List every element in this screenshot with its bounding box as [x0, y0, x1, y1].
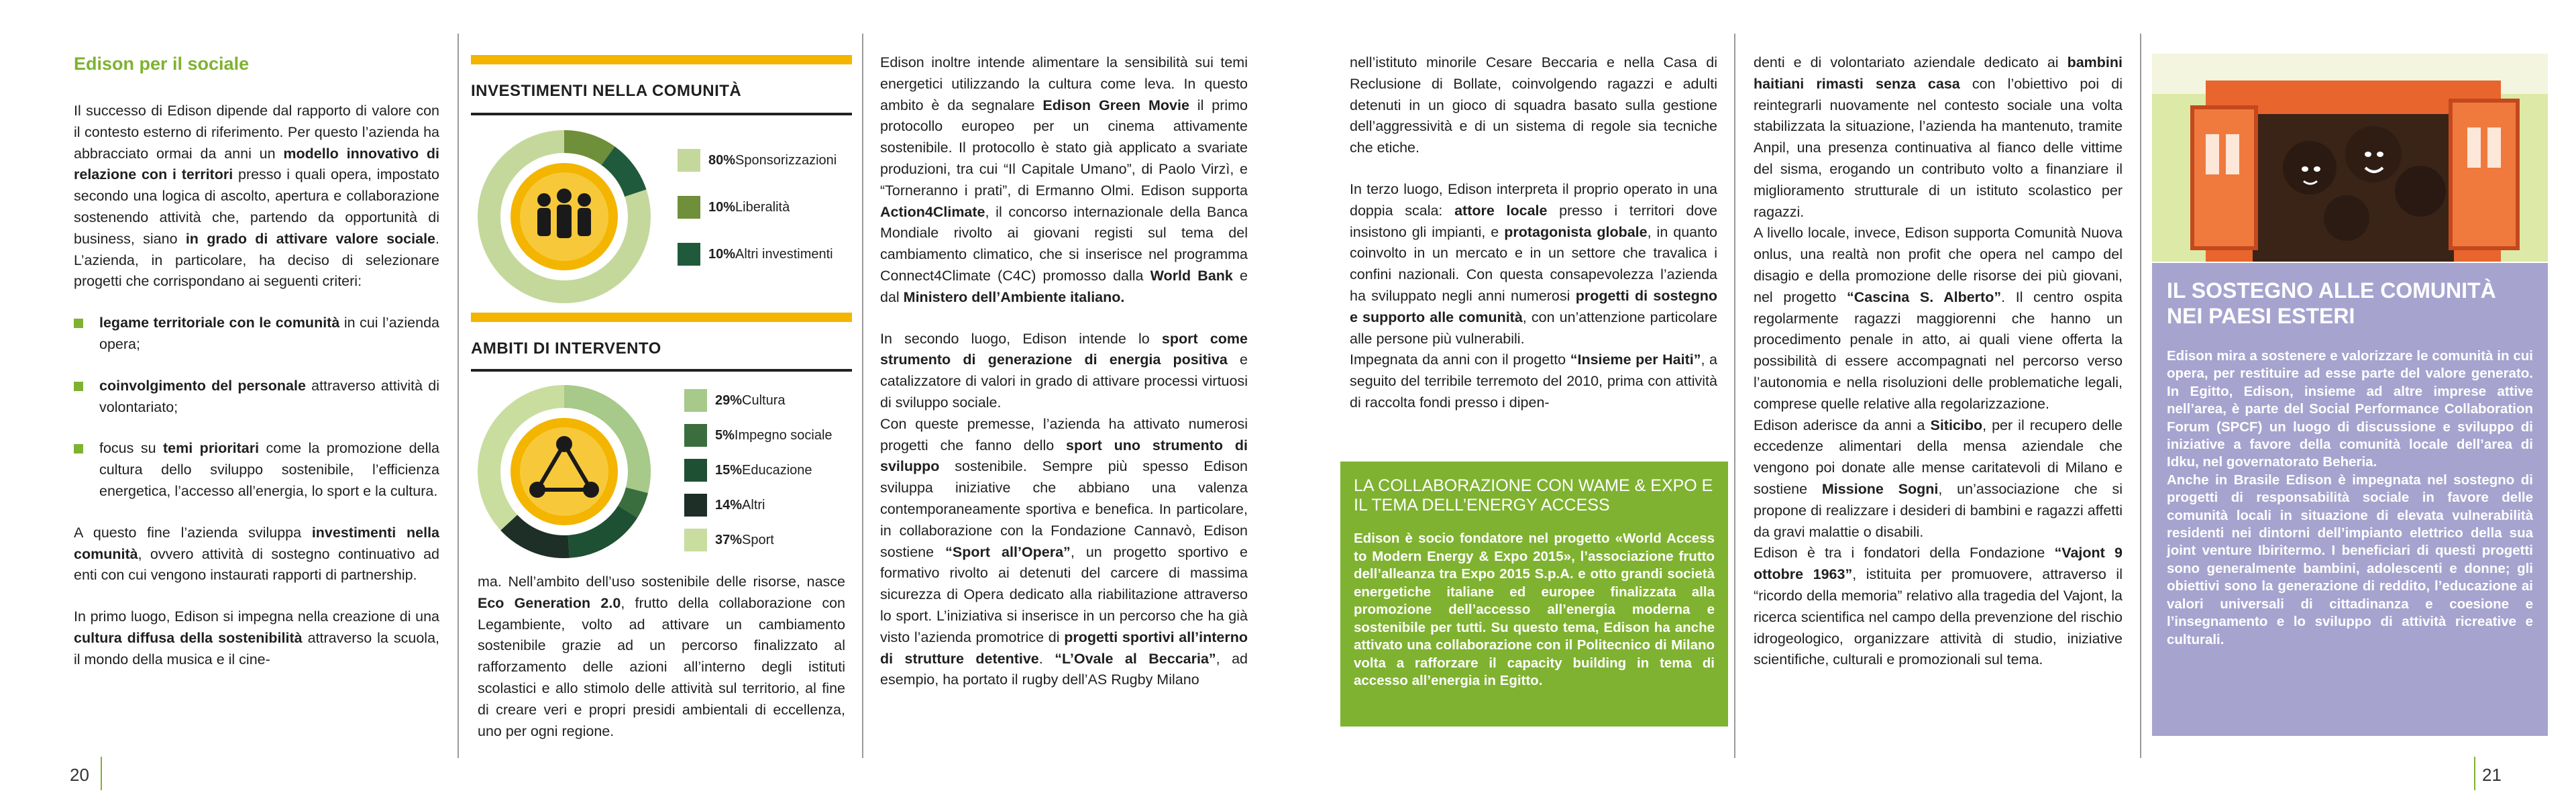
- bullet-square-icon: [74, 444, 83, 453]
- legend-swatch: [678, 243, 700, 266]
- wame-expo-box: [1340, 462, 1728, 727]
- legend-item: 5% Impegno sociale: [684, 424, 833, 447]
- section-heading: Edison per il sociale: [74, 54, 250, 74]
- ambiti-donut-chart: [468, 376, 660, 568]
- panel-title-ambiti: AMBITI DI INTERVENTO: [471, 339, 661, 358]
- left-column-1: [74, 52, 439, 691]
- right-column-1: [1350, 52, 1717, 434]
- legend-swatch: [684, 424, 707, 447]
- panel-top-bar: [471, 55, 852, 64]
- list-item: legame territoriale con le comunità in cui l’azienda opera;: [74, 313, 439, 356]
- box-title: LA COLLABORAZIONE CON WAME & EXPO E IL TEMA DELL’ENERGY ACCESS: [1354, 476, 1713, 515]
- bullet-square-icon: [74, 382, 83, 391]
- paragraph: nell’istituto minorile Cesare Beccaria e nella Casa di Reclusione di Bollate, coinvolgendo ragazzi e adulti detenuti in un gioco di squadra basato sulla gestione dell’aggressività e di un sistema di regole sia tecniche che etiche.: [1350, 54, 1717, 156]
- legend-item: 10% Liberalità: [678, 196, 837, 219]
- intro-paragraph: Il successo di Edison dipende dal rapporto di valore con il contesto esterno di riferimento. Per questo l’azienda ha abbracciato ormai da anni un modello innovativo di relazione con i territori presso i quali opera, impostato secondo una logica di ascolto, apertura e collaborazione sostenendo attività che, partendo da opportunità di business, siano in grado di attivare valore sociale. L’azienda, in particolare, ha deciso di selezionare progetti che corrispondano ai seguenti criteri:: [74, 103, 440, 290]
- page-number-tick: [101, 757, 102, 790]
- bullet-square-icon: [74, 319, 83, 328]
- legend-swatch: [684, 529, 707, 551]
- box-text: Edison è socio fondatore nel progetto «World Access to Modern Energy & Expo 2015», l’associazione frutto dell’alleanza tra Expo 2015 S.p.A. e otto grandi società energetiche italiane ed europee finalizzata alla promozione dell’accesso all’energia moderna e sostenibile per tutti. Su questo tema, Edison ha anche attivato una collaborazione con il Politecnico di Milano volta a rafforzare il capacity building in tema di accesso all’energia in Egitto.: [1354, 531, 1715, 688]
- legend-swatch: [678, 149, 700, 172]
- legend-swatch: [684, 389, 707, 412]
- panel-title-investimenti: INVESTIMENTI NELLA COMUNITÀ: [471, 82, 742, 100]
- legend-item: 80% Sponsorizzazioni: [678, 149, 837, 172]
- paragraph: Edison è tra i fondatori della Fondazione “Vajont 9 ottobre 1963”, istituita per promuovere, attraverso il “ricordo della memoria” relativo alla tragedia del Vajont, la ricerca scientifica nel campo della prevenzione del rischio idrogeologico, organizzare attività di studio, iniziative scientifiche, culturali e promozionali sul tema.: [1754, 545, 2123, 668]
- page-number-tick: [2474, 757, 2475, 790]
- panel-bottom-bar: [471, 369, 852, 372]
- page-number-right: 21: [2482, 765, 2502, 785]
- paragraph: Edison aderisce da anni a Siticibo, per il recupero delle eccedenze alimentari della mensa aziendale che vengono poi donate alle mense caritatevoli di Milano e sostiene Missione Sogni, un’associazione che si propone di realizzare i desideri di bambini e ragazzi affetti da gravi malattie o disabili.: [1754, 417, 2123, 540]
- photo-illustration: [2152, 54, 2548, 262]
- legend-item: 15% Educazione: [684, 459, 833, 482]
- legend-item: 37% Sport: [684, 529, 833, 551]
- legend-item: 10% Altri investimenti: [678, 243, 837, 266]
- children-window-photo: [2152, 54, 2548, 262]
- paragraph: Impegnata da anni con il progetto “Insieme per Haiti”, a seguito del terribile terremoto del 2010, prima con attività di raccolta fondi presso i dipen-: [1350, 352, 1717, 411]
- box-text: Edison mira a sostenere e valorizzare le comunità in cui opera, per restituire ad esse parte del valore generato. In Egitto, Edison, insieme ad altre imprese attive nell’area, è parte del Social Performance Collaboration Forum (SPCF) un luogo di discussione e sviluppo di iniziative a favore della comunità locale dell’area di Idku, nel governatorato Beheria.: [2167, 348, 2533, 470]
- page-number-left: 20: [70, 765, 89, 785]
- legend-swatch: [684, 494, 707, 517]
- box-text: Anche in Brasile Edison è impegnata nel sostegno di progetti di responsabilità sociale in favore delle comunità locali in situazione di elevata vulnerabilità residenti nei dintorni dell’impianto elettrico della sua joint venture Ibiritermo. I beneficiari di questi progetti sono generalmente bambini, adolescenti e donne; gli obiettivi sono la generazione di reddito, l’educazione ai valori universali di cittadinanza e coesione e l’insegnamento e lo sviluppo di attività ricreative e culturali.: [2167, 472, 2533, 647]
- right-column-2: [1754, 52, 2123, 691]
- paragraph: A livello locale, invece, Edison supporta Comunità Nuova onlus, una realtà non profit che opera nel campo del disagio e della promozione delle risorse dei più giovani, nel progetto “Cascina S. Alberto”. Il centro ospita regolarmente ragazzi maggiorenni che hanno un procedimento penale in atto, ai quali viene offerta la possibilità di essere accompagnati nel percorso verso l’autonomia e nella risoluzioni delle problematiche legali, comprese quelle relative alla regolarizzazione.: [1754, 225, 2123, 412]
- paragraph: In terzo luogo, Edison interpreta il proprio operato in una doppia scala: attore locale presso i territori dove insistono gli impianti, e protagonista globale, in quanto coinvolto in un mercato e in un settore che travalica i confini nazionali. Con questa consapevolezza l’azienda ha sviluppato negli anni numerosi progetti di sostegno e supporto alle comunità, con un’attenzione particolare alle persone più vulnerabili.: [1350, 180, 1717, 347]
- legend-item: 14% Altri: [684, 494, 833, 517]
- people-group-icon: [537, 189, 591, 238]
- paragraph: Con queste premesse, l’azienda ha attivato numerosi progetti che fanno dello sport uno strumento di sviluppo sostenibile. Sempre più spesso Edison sviluppa iniziative che abbiano una valenza contemporaneamente sportiva e benefica. In particolare, in collaborazione con la Fondazione Cannavò, Edison sostiene “Sport all’Opera”, un progetto sportivo e formativo rivolto ai detenuti del carcere di massima sicurezza di Opera dedicato alla riabilitazione attraverso lo sport. L’iniziativa si inserisce in un percorso che ha già visto l’azienda promotrice di progetti sportivi all’interno di strutture detentive. “L’Ovale al Beccaria”, ad esempio, ha portato il rugby dell’AS Rugby Milano: [880, 415, 1248, 688]
- column-divider: [2140, 34, 2141, 758]
- paragraph: A questo fine l’azienda sviluppa investimenti nella comunità, ovvero attività di sostegno continuativo ad enti con cui vengono instaurati rapporti di partnership.: [74, 524, 439, 584]
- investimenti-legend: [678, 149, 837, 290]
- legend-swatch: [678, 196, 700, 219]
- list-item: focus su temi prioritari come la promozione della cultura dello sviluppo sostenibile, l’efficienza energetica, l’accesso all’energia, lo sport e la cultura.: [74, 438, 439, 502]
- criteria-list: [74, 313, 439, 502]
- investimenti-donut-chart: [468, 121, 660, 313]
- paragraph: ma. Nell’ambito dell’uso sostenibile delle risorse, nasce Eco Generation 2.0, frutto della collaborazione con Legambiente, volto ad attivare un cambiamento sostenibile grazie ad un percorso finalizzato al rafforzamento delle azioni all’interno degli istituti scolastici e allo stimolo delle attività sul territorio, al fine di creare veri e propri presidi ambientali di eccellenza, uno per ogni regione.: [478, 574, 845, 739]
- ambiti-legend: [684, 389, 833, 564]
- foreign-communities-box: [2152, 263, 2548, 736]
- paragraph: In primo luogo, Edison si impegna nella creazione di una cultura diffusa della sostenibilità attraverso la scuola, il mondo della musica e il cine-: [74, 608, 440, 667]
- column-divider: [1734, 34, 1735, 758]
- left-column-2-text: [478, 572, 845, 762]
- column-divider: [862, 34, 863, 758]
- paragraph: denti e di volontariato aziendale dedicato ai bambini haitiani rimasti senza casa con l’obiettivo poi di reintegrarli nuovamente nel contesto sociale una volta stabilizzata la situazione, l’azienda ha mantenuto, tramite Anpil, una presenza continuativa al fianco delle vittime del sisma, erogando un contributo volto a finanziare il miglioramento strutturale di un istituto scolastico per ragazzi.: [1754, 54, 2123, 220]
- legend-swatch: [684, 459, 707, 482]
- box-title: IL SOSTEGNO ALLE COMUNITÀ NEI PAESI ESTERI: [2167, 278, 2496, 328]
- column-divider: [458, 34, 459, 758]
- paragraph: Edison inoltre intende alimentare la sensibilità sui temi energetici utilizzando la cultura come leva. In questo ambito è da segnalare Edison Green Movie il primo protocollo europeo per un cinema attivamente sostenibile. Il protocollo è stato già applicato a svariate produzioni, tra cui “Il Capitale Umano”, di Paolo Virzì, e “Torneranno i prati”, di Ermanno Olmi. Edison supporta Action4Climate, il concorso internazionale della Banca Mondiale rivolto ai giovani registi sul tema del cambiamento climatico, che si inserisce nel programma Connect4Climate (C4C) promosso dalla World Bank e dal Ministero dell’Ambiente italiano.: [880, 54, 1248, 305]
- panel-top-bar: [471, 313, 852, 322]
- list-item: coinvolgimento del personale attraverso attività di volontariato;: [74, 376, 439, 419]
- legend-item: 29% Cultura: [684, 389, 833, 412]
- panel-bottom-bar: [471, 113, 852, 115]
- left-column-3: [880, 52, 1248, 711]
- paragraph: In secondo luogo, Edison intende lo sport come strumento di generazione di energia positiva e catalizzatore di valori in grado di attivare processi virtuosi di sviluppo sociale.: [880, 330, 1248, 411]
